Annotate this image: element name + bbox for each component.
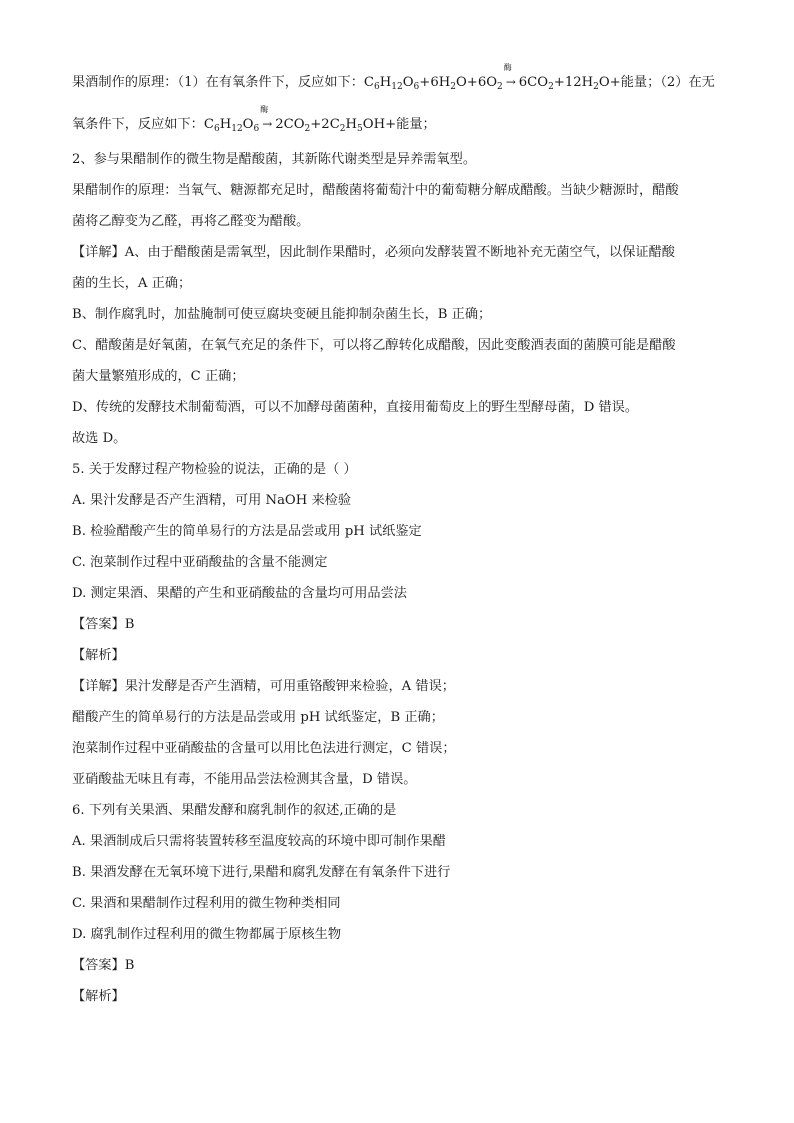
formula-sub: 6 (413, 82, 420, 92)
text-line: 2、参与果醋制作的微生物是醋酸菌，其新陈代谢类型是异养需氧型。 (72, 152, 477, 167)
text-line: 亚硝酸盐无味且有毒，不能用品尝法检测其含量，D 错误。 (72, 772, 417, 787)
arrow-symbol: → (505, 75, 516, 89)
option-d: D. 腐乳制作过程利用的微生物都属于原核生物 (72, 927, 342, 942)
formula-sub: 6 (374, 82, 380, 92)
reaction-arrow-icon (503, 63, 519, 93)
chemical-formula (203, 105, 436, 134)
formula-part: 2CO (275, 117, 305, 132)
text-line: 【详解】A、由于醋酸菌是需氧型，因此制作果醋时，必须向发酵装置不断地补充无菌空气，以保证醋酸 (72, 245, 675, 260)
text-line: 泡菜制作过程中亚硝酸盐的含量可以用比色法进行测定，C 错误； (72, 741, 456, 756)
option-c: C. 泡菜制作过程中亚硝酸盐的含量不能测定 (72, 555, 328, 570)
formula-sub: 12 (231, 124, 243, 134)
text-line: B、制作腐乳时，加盐腌制可使豆腐块变硬且能抑制杂菌生长，B 正确； (72, 307, 492, 322)
text-line: 【详解】果汁发酵是否产生酒精，可用重铬酸钾来检验，A 错误； (72, 679, 455, 694)
formula-part: +12H (553, 75, 594, 90)
text-line: C、醋酸菌是好氧菌，在氧气充足的条件下，可以将乙醇转化成醋酸，因此变酸酒表面的菌膜可能是醋酸 (72, 338, 676, 353)
formula-sub: 6 (213, 124, 220, 134)
formula-sub: 2 (593, 82, 599, 92)
catalyst-label: 酶 (503, 63, 512, 72)
formula-part: +6H (419, 75, 451, 90)
text-line: 果醋制作的原理：当氧气、糖源都充足时，醋酸菌将葡萄汁中的葡萄糖分解成醋酸。当缺少糖源时，醋酸 (72, 183, 679, 198)
text-line: 菌的生长，A 正确； (72, 276, 192, 291)
arrow-symbol: → (262, 117, 273, 131)
formula-sub: 2 (497, 82, 503, 92)
formula-part: O+能量；（2）在无 (598, 75, 715, 90)
option-a: A. 果酒制成后只需将装置转移至温度较高的环境中即可制作果醋 (72, 834, 446, 849)
option-c: C. 果酒和果醋制作过程利用的微生物种类相同 (72, 896, 341, 911)
formula-sub: 5 (357, 124, 363, 134)
formula-part: C (363, 75, 375, 90)
chemical-formula (363, 63, 715, 92)
text-line: D、传统的发酵技术制葡萄酒，可以不加酵母菌菌种，直接用葡萄皮上的野生型酵母菌，D 错误。 (72, 400, 639, 415)
formula-part: OH+能量； (362, 117, 436, 132)
formula-part: H (219, 117, 232, 132)
formula-part: 6CO (518, 75, 549, 90)
answer-label: 【答案】B (72, 958, 135, 973)
option-a: A. 果汁发酵是否产生酒精，可用 NaOH 来检验 (72, 493, 352, 508)
analysis-label: 【解析】 (72, 648, 125, 663)
reaction-arrow-icon (259, 105, 275, 135)
text-line: 菌将乙醇变为乙醛，再将乙醛变为醋酸。 (72, 214, 310, 229)
text-line: 醋酸产生的简单易行的方法是品尝或用 pH 试纸鉴定，B 正确； (72, 710, 444, 725)
text-segment: 果酒制作的原理：（1）在有氧条件下，反应如下： (72, 75, 364, 90)
option-d: D. 测定果酒、果醋的产生和亚硝酸盐的含量均可用品尝法 (72, 586, 407, 601)
formula-part: H (345, 117, 358, 132)
text-line: 菌大量繁殖形成的，C 正确； (72, 369, 245, 384)
formula-part: +2C (310, 117, 340, 132)
analysis-label: 【解析】 (72, 989, 125, 1004)
text-line: 故选 D。 (72, 431, 127, 446)
question-title: 5. 关于发酵过程产物检验的说法，正确的是（ ） (72, 462, 357, 477)
formula-sub: 2 (450, 82, 456, 92)
formula-sub: 12 (391, 82, 403, 92)
option-b: B. 检验醋酸产生的简单易行的方法是品尝或用 pH 试纸鉴定 (72, 524, 422, 539)
reaction-line-anaerobic (72, 105, 722, 135)
answer-label: 【答案】B (72, 617, 135, 632)
formula-sub: 2 (304, 124, 311, 134)
question-title: 6. 下列有关果酒、果醋发酵和腐乳制作的叙述,正确的是 (72, 803, 397, 818)
catalyst-label: 酶 (260, 105, 269, 114)
reaction-line-aerobic (72, 63, 722, 93)
formula-part: C (203, 117, 214, 132)
formula-part: O (242, 117, 254, 132)
formula-part: O (402, 75, 414, 90)
formula-sub: 2 (548, 82, 554, 92)
formula-part: H (379, 75, 392, 90)
option-b: B. 果酒发酵在无氧环境下进行,果醋和腐乳发酵在有氧条件下进行 (72, 865, 451, 880)
formula-sub: 2 (339, 124, 346, 134)
text-segment: 氧条件下，反应如下： (72, 117, 204, 132)
formula-part: O+6O (455, 75, 498, 90)
formula-sub: 6 (253, 124, 260, 134)
